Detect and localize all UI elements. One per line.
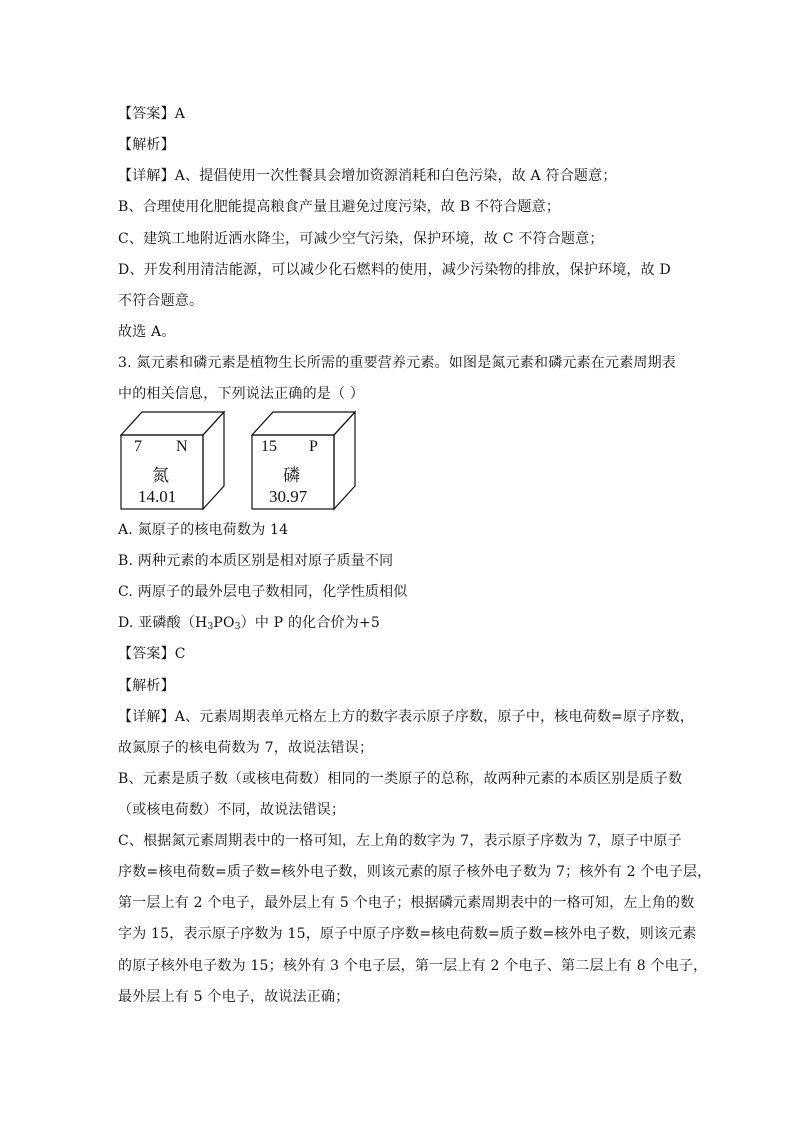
detail-c-line5: 的原子核外电子数为 15；核外有 3 个电子层，第一层上有 2 个电子、第二层上有 8 个电子，	[118, 958, 708, 974]
detail-b: B、合理使用化肥能提高粮食产量且避免过度污染，故 B 不符合题意；	[118, 199, 561, 215]
detail-c-line3: 第一层上有 2 个电子，最外层上有 5 个电子；根据磷元素周期表中的一格可知，左上角的数	[118, 895, 695, 911]
element-cell-nitrogen	[120, 411, 225, 511]
atomic-mass: 14.01	[138, 487, 177, 506]
atomic-mass: 30.97	[269, 487, 308, 506]
answer-label: 【答案】C	[118, 646, 186, 662]
option-a: A. 氮原子的核电荷数为 14	[118, 522, 289, 538]
option-d-text-mid: PO	[213, 615, 235, 631]
element-cell-phosphorus	[251, 411, 356, 511]
answer-label: 【答案】A	[118, 106, 186, 122]
atomic-number: 7	[134, 438, 142, 455]
detail-c-line6: 最外层上有 5 个电子，故说法正确；	[118, 989, 350, 1005]
detail-a: 【详解】A、提倡使用一次性餐具会增加资源消耗和白色污染，故 A 符合题意；	[118, 168, 617, 184]
detail-b-line1: B、元素是质子数（或核电荷数）相同的一类原子的总称，故两种元素的本质区别是质子数	[118, 771, 683, 787]
detail-c-line4: 字为 15，表示原子序数为 15，原子中原子序数=核电荷数=质子数=核外电子数，则该元素	[118, 926, 697, 942]
element-name: 氮	[152, 466, 169, 485]
element-symbol: P	[309, 438, 318, 455]
question-stem-line1: 3. 氮元素和磷元素是植物生长所需的重要营养元素。如图是氮元素和磷元素在元素周期表	[118, 355, 677, 371]
element-name: 磷	[283, 466, 300, 485]
option-d-subscript-2: 3	[234, 622, 241, 632]
option-d	[118, 612, 380, 632]
option-d-text-pre: D. 亚磷酸（H	[118, 615, 208, 631]
detail-d-line2: 不符合题意。	[118, 293, 204, 309]
detail-b-line2: （或核电荷数）不同，故说法错误；	[118, 802, 346, 818]
question-stem-line2: 中的相关信息，下列说法正确的是（ ）	[118, 386, 365, 402]
conclusion: 故选 A。	[118, 324, 176, 340]
detail-c: C、建筑工地附近洒水降尘，可减少空气污染，保护环境，故 C 不符合题意；	[118, 231, 604, 247]
option-b: B. 两种元素的本质区别是相对原子质量不同	[118, 553, 394, 569]
detail-c-line2: 序数=核电荷数=质子数=核外电子数，则该元素的原子核外电子数为 7；核外有 2 个电子层，	[118, 864, 712, 880]
detail-a-line2: 故氮原子的核电荷数为 7，故说法错误；	[118, 740, 374, 756]
analysis-label: 【解析】	[118, 678, 175, 694]
atomic-number: 15	[261, 438, 277, 455]
element-symbol: N	[176, 438, 188, 455]
detail-c-line1: C、根据氮元素周期表中的一格可知，左上角的数字为 7，表示原子序数为 7，原子中原子	[118, 833, 682, 849]
option-d-subscript-1: 3	[207, 622, 214, 632]
detail-d-line1: D、开发利用清洁能源，可以减少化石燃料的使用，减少污染物的排放，保护环境，故 D	[118, 262, 671, 278]
option-d-text-post: ）中 P 的化合价为+5	[240, 615, 380, 631]
detail-a-line1: 【详解】A、元素周期表单元格左上方的数字表示原子序数，原子中，核电荷数=原子序数，	[118, 709, 695, 725]
option-c: C. 两原子的最外层电子数相同，化学性质相似	[118, 584, 408, 600]
analysis-label: 【解析】	[118, 137, 175, 153]
